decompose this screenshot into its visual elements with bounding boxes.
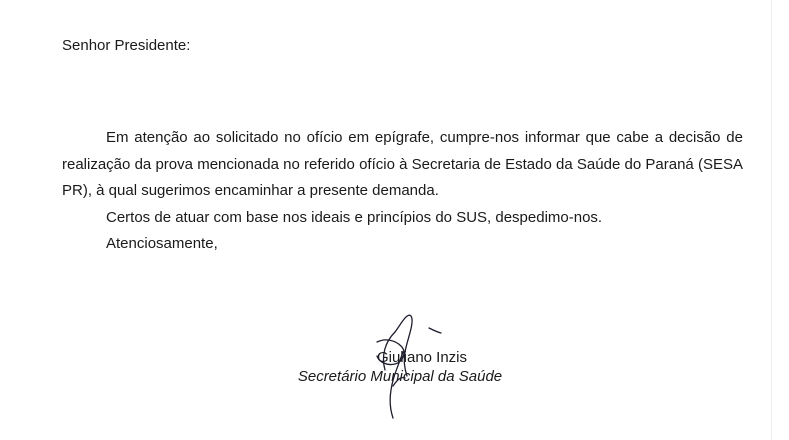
- body-paragraph-closing: Certos de atuar com base nos ideais e princípios do SUS, despedimo-nos.: [106, 208, 603, 226]
- signature-block: [255, 348, 545, 387]
- signer-name: Giuliano Inzis: [376, 349, 468, 366]
- signer-title: Secretário Municipal da Saúde: [297, 368, 503, 385]
- body-paragraph-main: Em atenção ao solicitado no ofício em epígrafe, cumpre-nos informar que cabe a decisão de realização da prova mencionada no referido ofício à Secretaria de Estado da Saúde do Paraná (SESA PR), à qual sugerimos encaminhar a presente demanda.: [62, 129, 743, 199]
- salutation: Senhor Presidente:: [62, 37, 191, 54]
- scan-edge-divider: [771, 0, 772, 440]
- valediction: Atenciosamente,: [106, 235, 218, 252]
- letter-body: [62, 125, 743, 258]
